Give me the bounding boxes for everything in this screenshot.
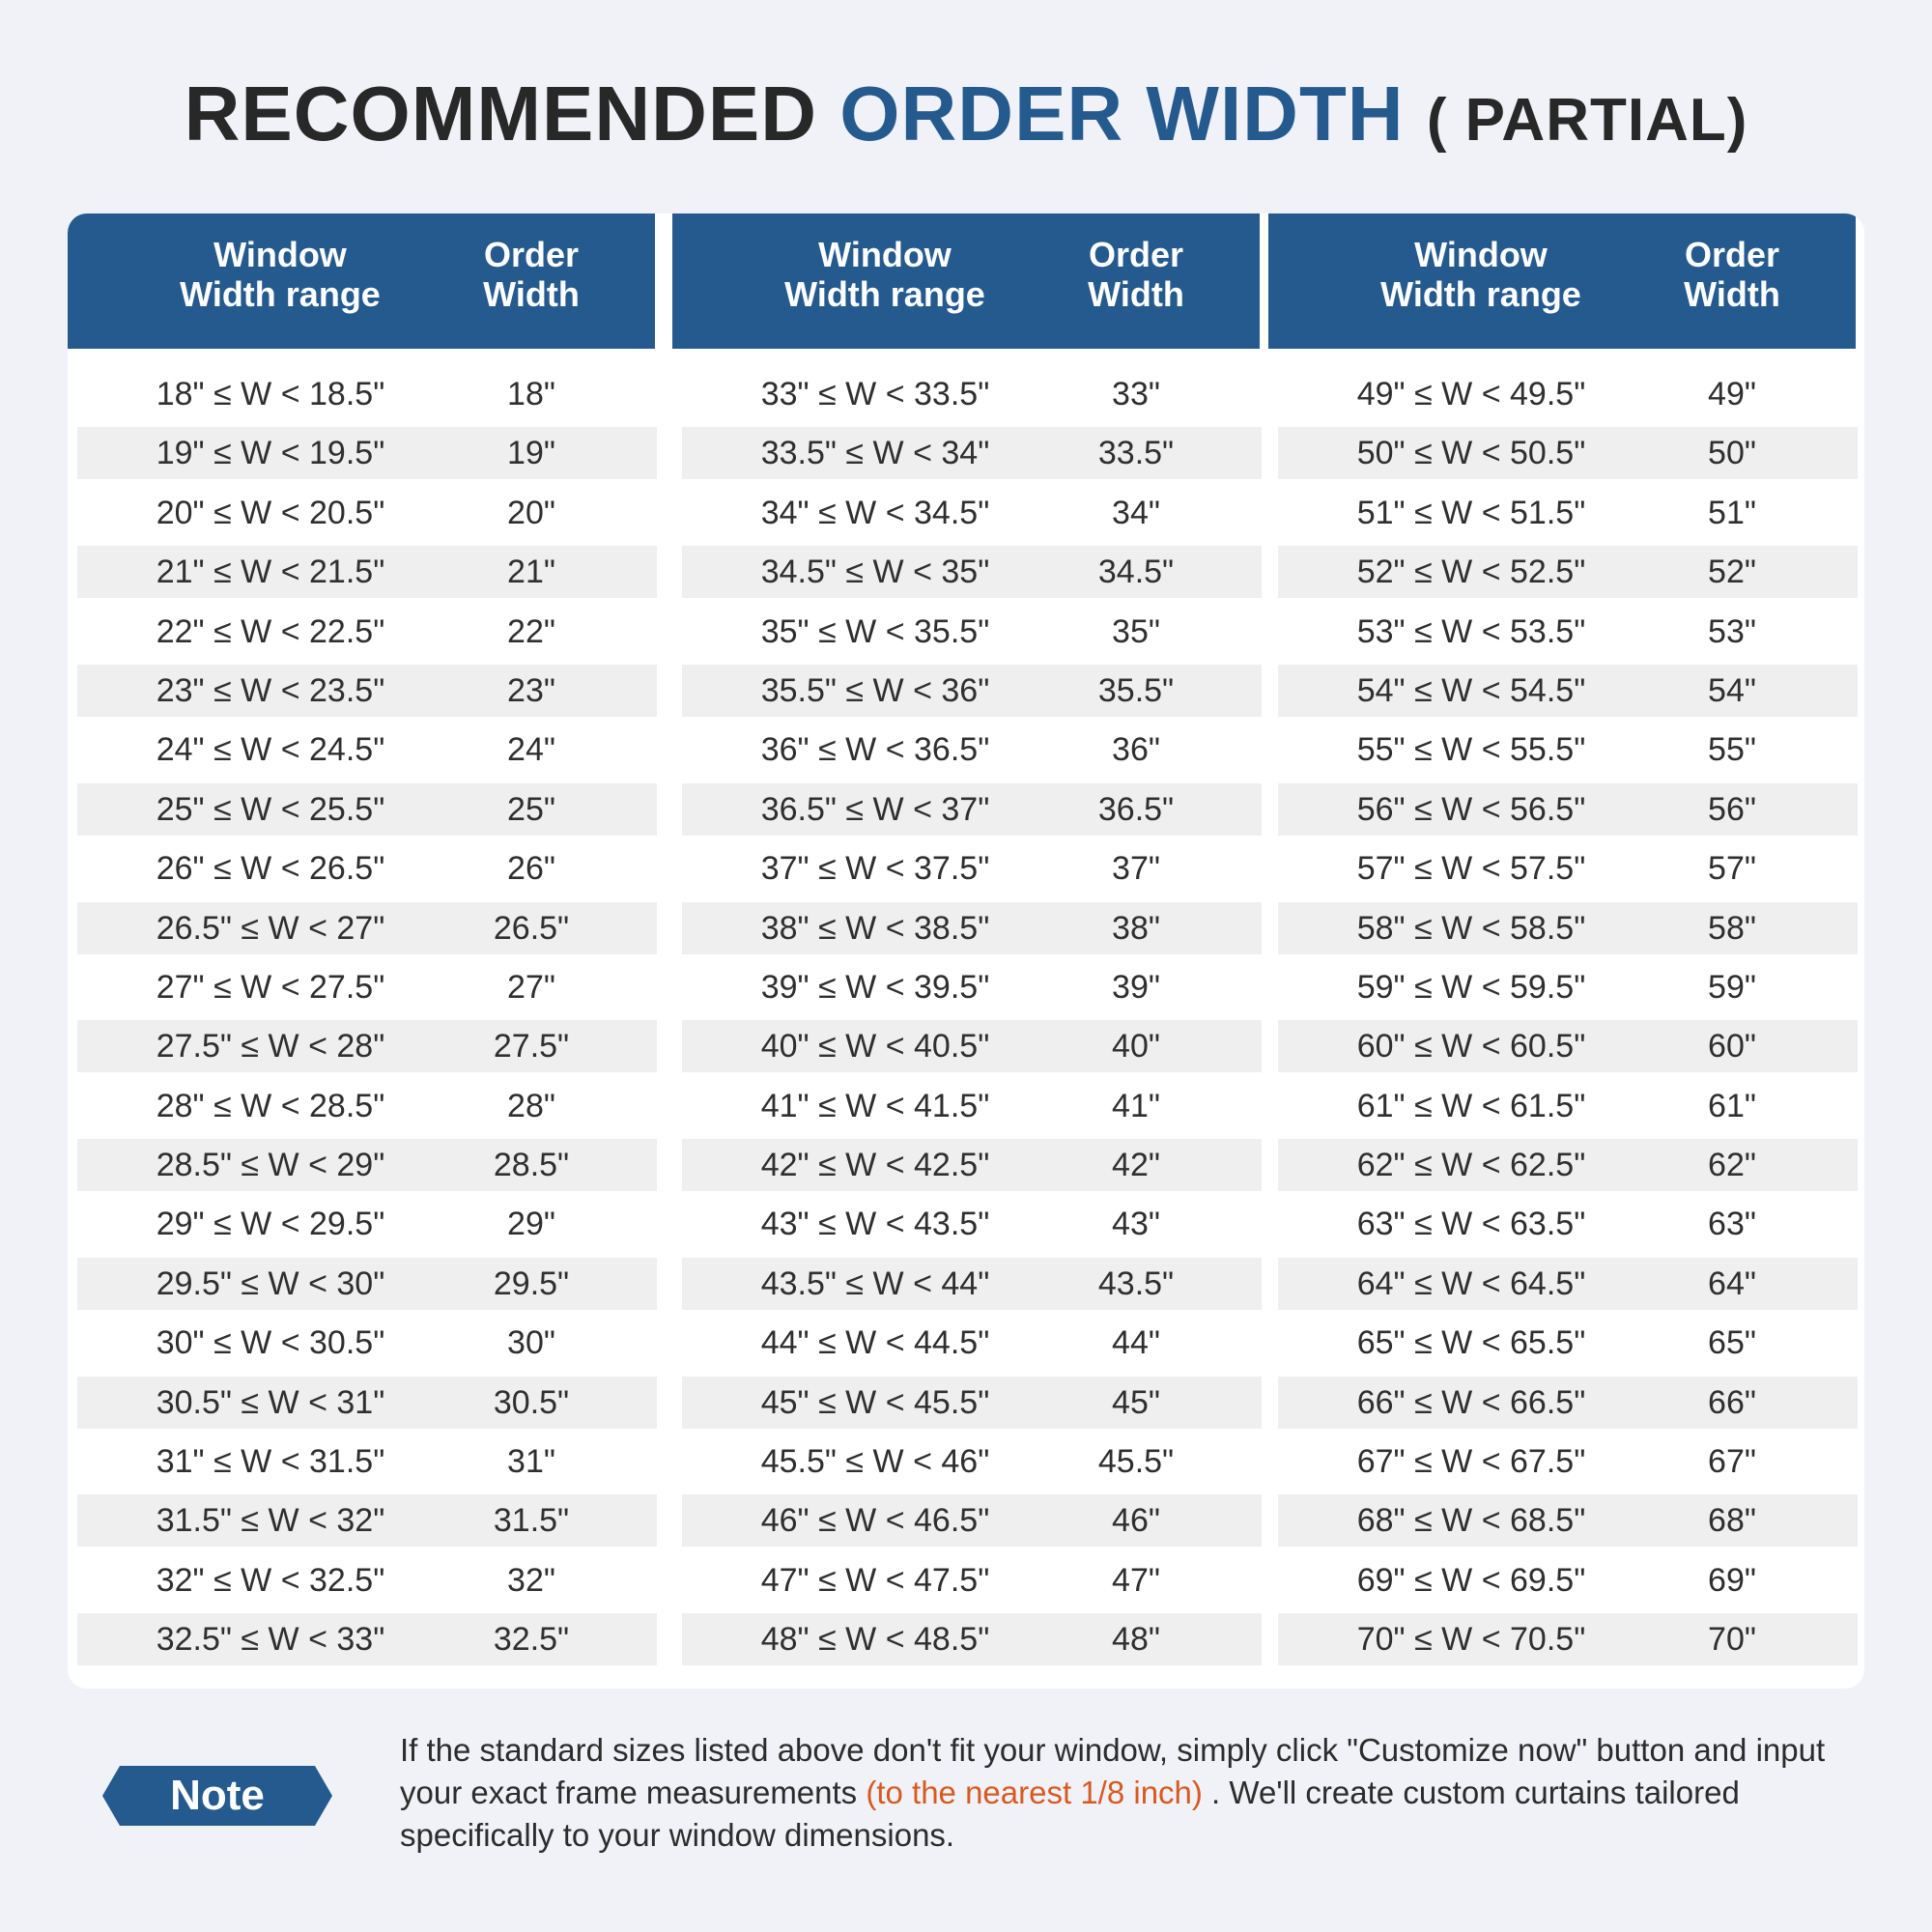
order-width-cell: 34" <box>1112 494 1160 531</box>
note-text-after: . We'll create custom curtains tailored specifically to your window dimensions. <box>400 1775 1740 1853</box>
table-row <box>682 1317 1262 1369</box>
order-width-cell: 34.5" <box>1097 554 1175 591</box>
table-row <box>682 842 1262 895</box>
order-width-cell: 69" <box>1708 1561 1756 1599</box>
header-line: Window <box>213 235 347 274</box>
order-width-cell: 63" <box>1708 1206 1756 1243</box>
header-line: Width range <box>784 274 985 314</box>
table-row <box>682 783 1262 836</box>
header-order-width <box>1059 235 1213 314</box>
window-width-range-cell: 36.5" ≤ W < 37" <box>760 790 990 828</box>
header-line: Window <box>818 235 952 274</box>
order-width-cell: 30.5" <box>493 1383 570 1421</box>
window-width-range-cell: 25" ≤ W < 25.5" <box>156 790 385 828</box>
note-highlight: (to the nearest 1/8 inch) <box>866 1775 1203 1810</box>
order-width-cell: 36" <box>1112 731 1160 769</box>
window-width-range-cell: 62" ≤ W < 62.5" <box>1356 1147 1586 1184</box>
order-width-cell: 25" <box>507 790 555 828</box>
window-width-range-cell: 52" ≤ W < 52.5" <box>1356 554 1586 591</box>
table-rows <box>682 368 1262 1673</box>
table-row <box>682 1020 1262 1072</box>
window-width-range-cell: 33" ≤ W < 33.5" <box>760 376 990 412</box>
table-column-2 <box>672 213 1260 1689</box>
table-column-3 <box>1268 213 1856 1689</box>
order-width-cell: 27" <box>507 968 555 1006</box>
note-text <box>400 1729 1849 1857</box>
column-header <box>672 213 1260 349</box>
window-width-range-cell: 48" ≤ W < 48.5" <box>760 1621 990 1659</box>
window-width-range-cell: 46" ≤ W < 46.5" <box>760 1502 990 1540</box>
window-width-range-cell: 30.5" ≤ W < 31" <box>156 1383 385 1421</box>
window-width-range-cell: 45.5" ≤ W < 46" <box>760 1443 990 1481</box>
window-width-range-cell: 30" ≤ W < 30.5" <box>156 1324 385 1362</box>
header-window-width-range <box>1326 235 1635 314</box>
window-width-range-cell: 50" ≤ W < 50.5" <box>1356 435 1586 472</box>
table-row <box>682 724 1262 776</box>
table-row <box>1278 1377 1858 1429</box>
window-width-range-cell: 49" ≤ W < 49.5" <box>1356 376 1586 412</box>
order-width-cell: 26.5" <box>493 909 570 947</box>
window-width-range-cell: 43" ≤ W < 43.5" <box>760 1206 990 1243</box>
window-width-range-cell: 45" ≤ W < 45.5" <box>760 1383 990 1421</box>
window-width-range-cell: 18" ≤ W < 18.5" <box>156 376 385 412</box>
table-row <box>1278 1435 1858 1488</box>
window-width-range-cell: 34.5" ≤ W < 35" <box>760 554 990 591</box>
table-row <box>77 1435 657 1488</box>
title-part-1: RECOMMENDED <box>184 71 818 156</box>
order-width-cell: 39" <box>1112 968 1160 1006</box>
table-row <box>77 606 657 658</box>
table-row <box>682 1494 1262 1547</box>
table-row <box>77 1377 657 1429</box>
order-width-cell: 30" <box>507 1324 555 1362</box>
window-width-range-cell: 27.5" ≤ W < 28" <box>156 1028 385 1065</box>
order-width-cell: 40" <box>1112 1028 1160 1065</box>
page-title <box>0 70 1932 158</box>
table-row <box>682 1554 1262 1606</box>
order-width-cell: 18" <box>507 376 555 412</box>
window-width-range-cell: 42" ≤ W < 42.5" <box>760 1147 990 1184</box>
table-row <box>1278 1317 1858 1369</box>
order-width-cell: 46" <box>1112 1502 1160 1540</box>
window-width-range-cell: 26.5" ≤ W < 27" <box>156 909 385 947</box>
window-width-range-cell: 35" ≤ W < 35.5" <box>760 612 990 650</box>
table-rows <box>77 368 657 1673</box>
window-width-range-cell: 28.5" ≤ W < 29" <box>156 1147 385 1184</box>
order-width-cell: 21" <box>507 554 555 591</box>
window-width-range-cell: 55" ≤ W < 55.5" <box>1356 731 1586 769</box>
table-row <box>77 368 657 420</box>
table-row <box>77 1080 657 1132</box>
table-row <box>1278 1258 1858 1310</box>
table-column-1 <box>68 213 655 1689</box>
header-line: Order <box>1088 235 1184 274</box>
window-width-range-cell: 63" ≤ W < 63.5" <box>1356 1206 1586 1243</box>
table-row <box>682 487 1262 539</box>
window-width-range-cell: 61" ≤ W < 61.5" <box>1356 1087 1586 1124</box>
window-width-range-cell: 19" ≤ W < 19.5" <box>156 435 385 472</box>
table-row <box>77 1554 657 1606</box>
order-width-cell: 50" <box>1708 435 1756 472</box>
order-width-cell: 28" <box>507 1087 555 1124</box>
window-width-range-cell: 39" ≤ W < 39.5" <box>760 968 990 1006</box>
window-width-range-cell: 65" ≤ W < 65.5" <box>1356 1324 1586 1362</box>
order-width-cell: 52" <box>1708 554 1756 591</box>
order-width-cell: 32.5" <box>493 1621 570 1659</box>
table-row <box>682 1258 1262 1310</box>
window-width-range-cell: 34" ≤ W < 34.5" <box>760 494 990 531</box>
order-width-cell: 20" <box>507 494 555 531</box>
order-width-cell: 67" <box>1708 1443 1756 1481</box>
window-width-range-cell: 40" ≤ W < 40.5" <box>760 1028 990 1065</box>
order-width-cell: 42" <box>1112 1147 1160 1184</box>
order-width-cell: 33.5" <box>1097 435 1175 472</box>
window-width-range-cell: 29" ≤ W < 29.5" <box>156 1206 385 1243</box>
order-width-cell: 29" <box>507 1206 555 1243</box>
window-width-range-cell: 28" ≤ W < 28.5" <box>156 1087 385 1124</box>
order-width-cell: 61" <box>1708 1087 1756 1124</box>
order-width-cell: 37" <box>1112 850 1160 888</box>
order-width-cell: 23" <box>507 671 555 709</box>
header-line: Width range <box>180 274 381 314</box>
table-row <box>1278 606 1858 658</box>
window-width-range-cell: 60" ≤ W < 60.5" <box>1356 1028 1586 1065</box>
order-width-cell: 36.5" <box>1097 790 1175 828</box>
table-row <box>77 724 657 776</box>
window-width-range-cell: 33.5" ≤ W < 34" <box>760 435 990 472</box>
header-line: Window <box>1414 235 1548 274</box>
order-width-cell: 41" <box>1112 1087 1160 1124</box>
table-row <box>682 1198 1262 1250</box>
table-row <box>77 665 657 717</box>
window-width-range-cell: 35.5" ≤ W < 36" <box>760 671 990 709</box>
table-row <box>1278 427 1858 479</box>
order-width-cell: 31.5" <box>493 1502 570 1540</box>
window-width-range-cell: 21" ≤ W < 21.5" <box>156 554 385 591</box>
table-row <box>77 1198 657 1250</box>
order-width-cell: 44" <box>1112 1324 1160 1362</box>
order-width-cell: 48" <box>1112 1621 1160 1659</box>
window-width-range-cell: 31" ≤ W < 31.5" <box>156 1443 385 1481</box>
window-width-range-cell: 58" ≤ W < 58.5" <box>1356 909 1586 947</box>
table-row <box>682 665 1262 717</box>
order-width-cell: 58" <box>1708 909 1756 947</box>
window-width-range-cell: 37" ≤ W < 37.5" <box>760 850 990 888</box>
table-row <box>77 1613 657 1665</box>
header-line: Width range <box>1380 274 1581 314</box>
order-width-cell: 35" <box>1112 612 1160 650</box>
window-width-range-cell: 51" ≤ W < 51.5" <box>1356 494 1586 531</box>
window-width-range-cell: 56" ≤ W < 56.5" <box>1356 790 1586 828</box>
window-width-range-cell: 59" ≤ W < 59.5" <box>1356 968 1586 1006</box>
width-table <box>68 213 1864 1689</box>
header-line: Width <box>483 274 580 314</box>
window-width-range-cell: 29.5" ≤ W < 30" <box>156 1264 385 1302</box>
order-width-cell: 35.5" <box>1097 671 1175 709</box>
order-width-cell: 68" <box>1708 1502 1756 1540</box>
window-width-range-cell: 54" ≤ W < 54.5" <box>1356 671 1586 709</box>
order-width-cell: 24" <box>507 731 555 769</box>
order-width-cell: 47" <box>1112 1561 1160 1599</box>
table-row <box>1278 1139 1858 1191</box>
table-row <box>682 1377 1262 1429</box>
order-width-cell: 60" <box>1708 1028 1756 1065</box>
table-row <box>77 427 657 479</box>
window-width-range-cell: 41" ≤ W < 41.5" <box>760 1087 990 1124</box>
order-width-cell: 59" <box>1708 968 1756 1006</box>
table-row <box>1278 487 1858 539</box>
order-width-cell: 65" <box>1708 1324 1756 1362</box>
order-width-cell: 32" <box>507 1561 555 1599</box>
table-row <box>1278 1198 1858 1250</box>
order-width-cell: 31" <box>507 1443 555 1481</box>
table-row <box>682 1080 1262 1132</box>
header-line: Order <box>1684 235 1780 274</box>
window-width-range-cell: 44" ≤ W < 44.5" <box>760 1324 990 1362</box>
order-width-cell: 38" <box>1112 909 1160 947</box>
order-width-cell: 66" <box>1708 1383 1756 1421</box>
window-width-range-cell: 31.5" ≤ W < 32" <box>156 1502 385 1540</box>
window-width-range-cell: 53" ≤ W < 53.5" <box>1356 612 1586 650</box>
table-row <box>1278 1080 1858 1132</box>
window-width-range-cell: 57" ≤ W < 57.5" <box>1356 850 1586 888</box>
order-width-cell: 19" <box>507 435 555 472</box>
window-width-range-cell: 38" ≤ W < 38.5" <box>760 909 990 947</box>
table-row <box>1278 1494 1858 1547</box>
table-row <box>1278 724 1858 776</box>
table-row <box>1278 665 1858 717</box>
table-row <box>1278 961 1858 1013</box>
table-row <box>682 1435 1262 1488</box>
table-row <box>77 1317 657 1369</box>
window-width-range-cell: 32" ≤ W < 32.5" <box>156 1561 385 1599</box>
order-width-cell: 43.5" <box>1097 1264 1175 1302</box>
table-row <box>1278 1613 1858 1665</box>
order-width-cell: 70" <box>1708 1621 1756 1659</box>
window-width-range-cell: 70" ≤ W < 70.5" <box>1356 1621 1586 1659</box>
window-width-range-cell: 43.5" ≤ W < 44" <box>760 1264 990 1302</box>
table-row <box>77 961 657 1013</box>
window-width-range-cell: 68" ≤ W < 68.5" <box>1356 1502 1586 1540</box>
table-row <box>682 368 1262 420</box>
table-row <box>1278 1554 1858 1606</box>
table-row <box>1278 546 1858 598</box>
table-row <box>77 1139 657 1191</box>
order-width-cell: 49" <box>1708 376 1756 412</box>
window-width-range-cell: 67" ≤ W < 67.5" <box>1356 1443 1586 1481</box>
header-order-width <box>454 235 609 314</box>
order-width-cell: 27.5" <box>493 1028 570 1065</box>
header-order-width <box>1655 235 1809 314</box>
title-part-3: ( PARTIAL) <box>1426 87 1748 154</box>
order-width-cell: 62" <box>1708 1147 1756 1184</box>
order-width-cell: 55" <box>1708 731 1756 769</box>
window-width-range-cell: 27" ≤ W < 27.5" <box>156 968 385 1006</box>
table-row <box>77 902 657 954</box>
table-row <box>682 427 1262 479</box>
order-width-cell: 22" <box>507 612 555 650</box>
column-header <box>68 213 655 349</box>
header-line: Order <box>483 235 580 274</box>
table-row <box>682 961 1262 1013</box>
window-width-range-cell: 32.5" ≤ W < 33" <box>156 1621 385 1659</box>
order-width-cell: 64" <box>1708 1264 1756 1302</box>
column-header <box>1268 213 1856 349</box>
order-width-cell: 28.5" <box>493 1147 570 1184</box>
table-row <box>1278 902 1858 954</box>
table-row <box>682 1139 1262 1191</box>
window-width-range-cell: 36" ≤ W < 36.5" <box>760 731 990 769</box>
window-width-range-cell: 24" ≤ W < 24.5" <box>156 731 385 769</box>
order-width-cell: 45.5" <box>1097 1443 1175 1481</box>
table-row <box>682 902 1262 954</box>
order-width-cell: 56" <box>1708 790 1756 828</box>
window-width-range-cell: 23" ≤ W < 23.5" <box>156 671 385 709</box>
window-width-range-cell: 47" ≤ W < 47.5" <box>760 1561 990 1599</box>
table-row <box>682 1613 1262 1665</box>
order-width-cell: 57" <box>1708 850 1756 888</box>
order-width-cell: 33" <box>1112 376 1160 412</box>
table-row <box>1278 842 1858 895</box>
table-row <box>77 1258 657 1310</box>
note-badge-label: Note <box>170 1772 265 1819</box>
title-part-2: ORDER WIDTH <box>839 71 1405 156</box>
table-row <box>682 546 1262 598</box>
table-row <box>1278 1020 1858 1072</box>
order-width-cell: 45" <box>1112 1383 1160 1421</box>
table-row <box>77 1020 657 1072</box>
table-row <box>682 606 1262 658</box>
note-text-before: If the standard sizes listed above don't fit your window, simply click "Customize now" button and input your exact frame measurements <box>400 1732 1826 1810</box>
table-row <box>77 842 657 895</box>
order-width-cell: 29.5" <box>493 1264 570 1302</box>
window-width-range-cell: 66" ≤ W < 66.5" <box>1356 1383 1586 1421</box>
table-rows <box>1278 368 1858 1673</box>
table-row <box>77 487 657 539</box>
header-line: Width <box>1684 274 1780 314</box>
header-window-width-range <box>126 235 435 314</box>
header-line: Width <box>1088 274 1184 314</box>
order-width-cell: 26" <box>507 850 555 888</box>
table-row <box>77 783 657 836</box>
table-row <box>1278 783 1858 836</box>
table-row <box>77 546 657 598</box>
header-window-width-range <box>730 235 1039 314</box>
table-row <box>1278 368 1858 420</box>
table-row <box>77 1494 657 1547</box>
note-badge <box>102 1766 332 1826</box>
window-width-range-cell: 64" ≤ W < 64.5" <box>1356 1264 1586 1302</box>
order-width-cell: 54" <box>1708 671 1756 709</box>
window-width-range-cell: 20" ≤ W < 20.5" <box>156 494 385 531</box>
window-width-range-cell: 69" ≤ W < 69.5" <box>1356 1561 1586 1599</box>
order-width-cell: 43" <box>1112 1206 1160 1243</box>
window-width-range-cell: 22" ≤ W < 22.5" <box>156 612 385 650</box>
window-width-range-cell: 26" ≤ W < 26.5" <box>156 850 385 888</box>
order-width-cell: 51" <box>1708 494 1756 531</box>
order-width-cell: 53" <box>1708 612 1756 650</box>
